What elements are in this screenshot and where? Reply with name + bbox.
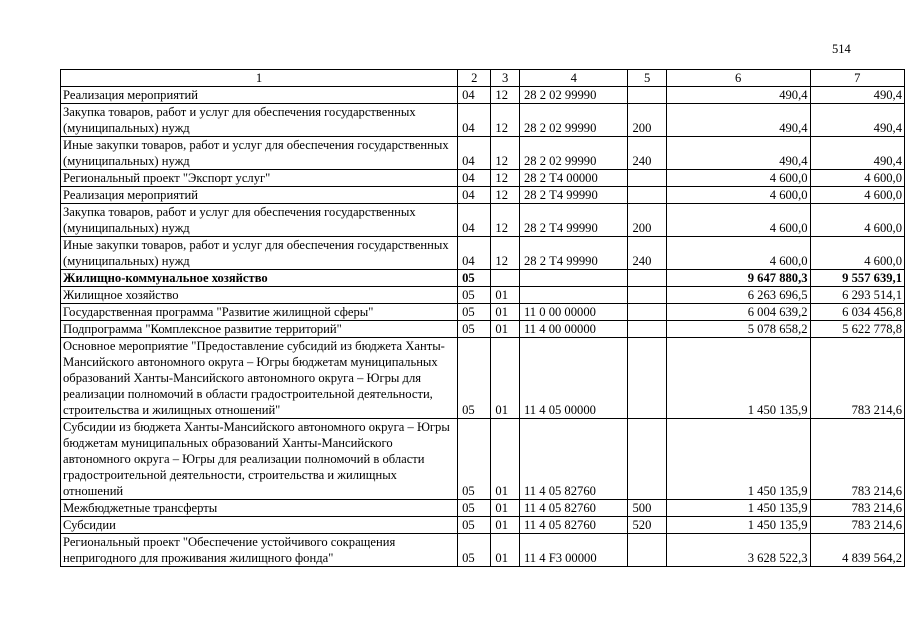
row-amount-1-cell: 4 600,0	[666, 170, 810, 187]
row-section-cell: 04	[458, 204, 491, 237]
row-amount-1-cell: 1 450 135,9	[666, 517, 810, 534]
column-header: 4	[519, 70, 628, 87]
row-expense-type-cell	[628, 338, 666, 419]
page-number: 514	[832, 42, 851, 56]
row-amount-1-cell: 4 600,0	[666, 204, 810, 237]
row-subsection-cell: 12	[491, 170, 520, 187]
table-row	[61, 270, 905, 287]
row-amount-1-cell: 4 600,0	[666, 187, 810, 204]
row-expense-type-cell: 500	[628, 500, 666, 517]
row-target-article-cell: 28 2 02 99990	[519, 137, 628, 170]
row-name-cell: Основное мероприятие "Предоставление субсидий из бюджета Ханты-Мансийского автономного округа – Югры бюджетам муниципальных образований Ханты-Мансийского автономного округа – Югры для реализации полномочий в области градостроительной деятельности, строительства и жилищных отношений"	[61, 338, 458, 419]
row-section-cell: 04	[458, 104, 491, 137]
row-subsection-cell: 01	[491, 304, 520, 321]
table-row	[61, 187, 905, 204]
table-row	[61, 87, 905, 104]
row-amount-1-cell: 3 628 522,3	[666, 534, 810, 567]
row-subsection-cell: 12	[491, 87, 520, 104]
row-subsection-cell: 12	[491, 187, 520, 204]
row-name-cell: Субсидии из бюджета Ханты-Мансийского автономного округа – Югры бюджетам муниципальных образований Ханты-Мансийского автономного округа – Югры для реализации полномочий в области градостроительной деятельности, строительства и жилищных отношений	[61, 419, 458, 500]
row-amount-2-cell: 783 214,6	[810, 419, 904, 500]
row-section-cell: 05	[458, 304, 491, 321]
row-amount-2-cell: 783 214,6	[810, 517, 904, 534]
table-row	[61, 287, 905, 304]
row-name-cell: Реализация мероприятий	[61, 87, 458, 104]
row-target-article-cell: 11 4 05 82760	[519, 419, 628, 500]
row-name-cell: Иные закупки товаров, работ и услуг для обеспечения государственных (муниципальных) нужд	[61, 137, 458, 170]
row-target-article-cell: 28 2 Т4 99990	[519, 237, 628, 270]
table-row	[61, 104, 905, 137]
row-subsection-cell: 01	[491, 500, 520, 517]
row-target-article-cell: 28 2 Т4 99990	[519, 204, 628, 237]
row-subsection-cell: 01	[491, 419, 520, 500]
row-name-cell: Межбюджетные трансферты	[61, 500, 458, 517]
row-amount-1-cell: 490,4	[666, 87, 810, 104]
table-header-row	[61, 70, 905, 87]
row-subsection-cell: 12	[491, 237, 520, 270]
row-target-article-cell: 28 2 02 99990	[519, 104, 628, 137]
row-amount-1-cell: 1 450 135,9	[666, 500, 810, 517]
row-subsection-cell: 01	[491, 321, 520, 338]
row-expense-type-cell	[628, 270, 666, 287]
column-header: 7	[810, 70, 904, 87]
row-amount-1-cell: 9 647 880,3	[666, 270, 810, 287]
table-row	[61, 237, 905, 270]
table-row	[61, 321, 905, 338]
row-amount-1-cell: 5 078 658,2	[666, 321, 810, 338]
row-target-article-cell: 11 4 05 00000	[519, 338, 628, 419]
row-name-cell: Региональный проект "Экспорт услуг"	[61, 170, 458, 187]
row-subsection-cell: 12	[491, 137, 520, 170]
row-name-cell: Жилищное хозяйство	[61, 287, 458, 304]
row-amount-2-cell: 4 600,0	[810, 187, 904, 204]
row-target-article-cell: 11 4 05 82760	[519, 500, 628, 517]
row-amount-2-cell: 6 034 456,8	[810, 304, 904, 321]
table-row	[61, 500, 905, 517]
row-expense-type-cell: 240	[628, 237, 666, 270]
table-row	[61, 419, 905, 500]
table-row	[61, 137, 905, 170]
row-name-cell: Жилищно-коммунальное хозяйство	[61, 270, 458, 287]
row-subsection-cell: 01	[491, 338, 520, 419]
row-subsection-cell: 01	[491, 534, 520, 567]
row-amount-2-cell: 783 214,6	[810, 500, 904, 517]
row-expense-type-cell: 520	[628, 517, 666, 534]
row-subsection-cell: 12	[491, 204, 520, 237]
row-name-cell: Подпрограмма "Комплексное развитие территорий"	[61, 321, 458, 338]
row-section-cell: 05	[458, 419, 491, 500]
row-amount-1-cell: 1 450 135,9	[666, 419, 810, 500]
row-expense-type-cell	[628, 170, 666, 187]
row-expense-type-cell	[628, 321, 666, 338]
table-row	[61, 534, 905, 567]
row-amount-1-cell: 490,4	[666, 137, 810, 170]
row-amount-1-cell: 490,4	[666, 104, 810, 137]
row-target-article-cell: 11 0 00 00000	[519, 304, 628, 321]
row-target-article-cell: 28 2 Т4 99990	[519, 187, 628, 204]
row-section-cell: 05	[458, 517, 491, 534]
row-target-article-cell: 28 2 Т4 00000	[519, 170, 628, 187]
row-amount-2-cell: 490,4	[810, 104, 904, 137]
column-header: 3	[491, 70, 520, 87]
row-expense-type-cell	[628, 304, 666, 321]
row-section-cell: 05	[458, 338, 491, 419]
column-header: 2	[458, 70, 491, 87]
row-amount-2-cell: 6 293 514,1	[810, 287, 904, 304]
row-name-cell: Реализация мероприятий	[61, 187, 458, 204]
row-expense-type-cell	[628, 534, 666, 567]
row-section-cell: 05	[458, 321, 491, 338]
row-amount-2-cell: 490,4	[810, 87, 904, 104]
column-header: 6	[666, 70, 810, 87]
row-name-cell: Закупка товаров, работ и услуг для обеспечения государственных (муниципальных) нужд	[61, 104, 458, 137]
row-amount-2-cell: 4 600,0	[810, 204, 904, 237]
row-section-cell: 04	[458, 137, 491, 170]
row-amount-2-cell: 9 557 639,1	[810, 270, 904, 287]
row-expense-type-cell: 240	[628, 137, 666, 170]
row-name-cell: Региональный проект "Обеспечение устойчивого сокращения непригодного для проживания жилищного фонда"	[61, 534, 458, 567]
row-subsection-cell	[491, 270, 520, 287]
row-expense-type-cell: 200	[628, 104, 666, 137]
row-section-cell: 04	[458, 87, 491, 104]
row-name-cell: Государственная программа "Развитие жилищной сферы"	[61, 304, 458, 321]
row-target-article-cell	[519, 287, 628, 304]
row-section-cell: 04	[458, 237, 491, 270]
row-amount-2-cell: 4 839 564,2	[810, 534, 904, 567]
row-expense-type-cell	[628, 419, 666, 500]
row-target-article-cell	[519, 270, 628, 287]
row-amount-1-cell: 4 600,0	[666, 237, 810, 270]
row-name-cell: Субсидии	[61, 517, 458, 534]
row-section-cell: 05	[458, 287, 491, 304]
row-amount-1-cell: 1 450 135,9	[666, 338, 810, 419]
row-section-cell: 05	[458, 270, 491, 287]
row-amount-2-cell: 783 214,6	[810, 338, 904, 419]
row-target-article-cell: 11 4 F3 00000	[519, 534, 628, 567]
table-row	[61, 304, 905, 321]
row-name-cell: Закупка товаров, работ и услуг для обеспечения государственных (муниципальных) нужд	[61, 204, 458, 237]
row-expense-type-cell	[628, 287, 666, 304]
table-row	[61, 204, 905, 237]
budget-table	[60, 69, 905, 567]
row-subsection-cell: 01	[491, 287, 520, 304]
row-expense-type-cell: 200	[628, 204, 666, 237]
row-section-cell: 04	[458, 187, 491, 204]
row-subsection-cell: 01	[491, 517, 520, 534]
row-amount-2-cell: 4 600,0	[810, 170, 904, 187]
row-target-article-cell: 11 4 00 00000	[519, 321, 628, 338]
row-target-article-cell: 28 2 02 99990	[519, 87, 628, 104]
row-amount-2-cell: 490,4	[810, 137, 904, 170]
row-amount-1-cell: 6 263 696,5	[666, 287, 810, 304]
column-header: 1	[61, 70, 458, 87]
row-name-cell: Иные закупки товаров, работ и услуг для обеспечения государственных (муниципальных) нужд	[61, 237, 458, 270]
row-amount-1-cell: 6 004 639,2	[666, 304, 810, 321]
row-subsection-cell: 12	[491, 104, 520, 137]
row-target-article-cell: 11 4 05 82760	[519, 517, 628, 534]
row-amount-2-cell: 5 622 778,8	[810, 321, 904, 338]
row-expense-type-cell	[628, 87, 666, 104]
table-row	[61, 170, 905, 187]
table-row	[61, 338, 905, 419]
row-section-cell: 05	[458, 500, 491, 517]
row-section-cell: 04	[458, 170, 491, 187]
row-amount-2-cell: 4 600,0	[810, 237, 904, 270]
column-header: 5	[628, 70, 666, 87]
row-section-cell: 05	[458, 534, 491, 567]
row-expense-type-cell	[628, 187, 666, 204]
table-row	[61, 517, 905, 534]
